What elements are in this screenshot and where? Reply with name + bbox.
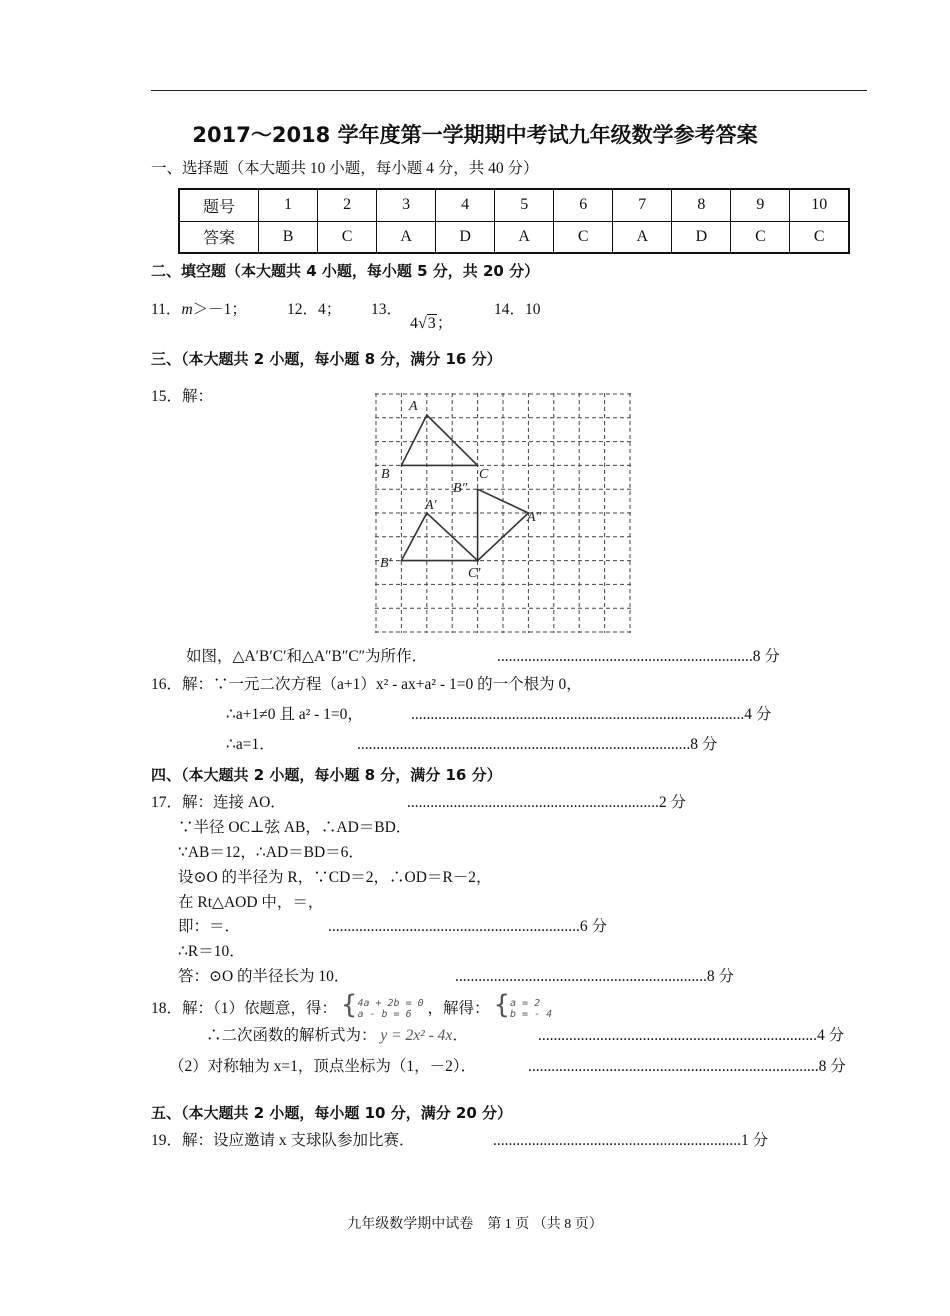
- q17-line5: 在 Rt△AOD 中，＝，: [178, 894, 324, 911]
- table-row-label: 答案: [179, 221, 259, 253]
- sqrt-icon: √: [418, 315, 427, 332]
- q13-end: ；: [436, 315, 453, 332]
- q11-rest: ＞－1；: [192, 301, 247, 318]
- table-cell: 2: [318, 189, 377, 221]
- table-cell: B: [259, 221, 318, 253]
- table-cell: 4: [436, 189, 495, 221]
- q19-line: 19．解：设应邀请 x 支球队参加比赛．: [151, 1132, 415, 1149]
- q13-answer: [410, 310, 453, 333]
- section5-heading: 五、（本大题共 2 小题，每小题 10 分，满分 20 分）: [151, 1104, 513, 1122]
- q15-score: ..................................................................8 分: [497, 648, 780, 665]
- table-cell: C: [318, 221, 377, 253]
- q16-line2: ∴a+1≠0 且 a² - 1=0，: [226, 706, 363, 723]
- q12-answer: 12．4；: [287, 301, 342, 318]
- label-c1: C′: [468, 566, 481, 581]
- q13-radicand: 3: [427, 315, 436, 332]
- label-c: C: [479, 467, 489, 482]
- q18-formula: y = 2x² - 4x: [380, 1027, 453, 1044]
- table-cell: 10: [790, 189, 849, 221]
- table-cell: D: [436, 221, 495, 253]
- left-brace-icon: {: [340, 990, 358, 1020]
- q17-line2: ∵半径 OC⊥弦 AB，∴AD＝BD．: [178, 819, 412, 836]
- q11-answer: [151, 297, 247, 319]
- q13-label: 13．: [371, 301, 403, 318]
- q17-line6: 即：＝．: [178, 918, 241, 935]
- q18-line2: [206, 1023, 468, 1045]
- q16-score3: ......................................................................................8 分: [357, 736, 718, 753]
- grid-lines: [375, 393, 631, 633]
- q18-sys2-b: b = - 4: [509, 1009, 553, 1021]
- table-cell: D: [672, 221, 731, 253]
- table-row: [179, 189, 849, 221]
- table-cell: C: [790, 221, 849, 253]
- q18-sys2-a: a = 2: [509, 998, 541, 1010]
- q18-mid: ，解得：: [427, 1000, 490, 1017]
- table-cell: 8: [672, 189, 731, 221]
- q17-score6: .................................................................6 分: [328, 918, 608, 935]
- triangle-abc: [401, 415, 477, 465]
- label-a2: A″: [527, 510, 542, 525]
- q15-grid-figure: [375, 393, 631, 633]
- page-footer: 九年级数学期中试卷 第 1 页 （共 8 页）: [347, 1217, 603, 1232]
- label-b: B: [381, 467, 390, 482]
- q18-system1: [357, 998, 423, 1020]
- q18-line3: （2）对称轴为 x=1，顶点坐标为（1，－2）．: [169, 1058, 477, 1075]
- table-cell: 5: [495, 189, 554, 221]
- q18-line1: [151, 990, 552, 1020]
- q19-score: ................................................................1 分: [493, 1132, 769, 1149]
- table-cell: 3: [377, 189, 436, 221]
- q18-line2-text: ∴二次函数的解析式为：: [206, 1027, 377, 1044]
- section2-heading: 二、填空题（本大题共 4 小题，每小题 5 分，共 20 分）: [151, 262, 540, 280]
- q13-coefficient: 4: [410, 315, 418, 332]
- q17-line8: 答：⊙O 的半径长为 10．: [178, 968, 350, 985]
- table-row: [179, 221, 849, 253]
- table-cell: 1: [259, 189, 318, 221]
- table-cell: A: [377, 221, 436, 253]
- q17-line3: ∵AB＝12，∴AD＝BD＝6．: [178, 844, 364, 861]
- header-rule: [151, 90, 867, 91]
- table-cell: C: [554, 221, 613, 253]
- q18-sys1-b: a - b = 6: [357, 1009, 412, 1021]
- label-b2: B″: [453, 481, 468, 496]
- q17-line4: 设⊙O 的半径为 R，∵CD＝2，∴OD＝R－2，: [178, 869, 492, 886]
- q15-conclusion: 如图，△A′B′C′和△A″B″C″为所作．: [186, 648, 428, 665]
- section1-heading: 一、选择题（本大题共 10 小题，每小题 4 分，共 40 分）: [151, 160, 539, 177]
- q18-system2: [510, 998, 552, 1020]
- q16-line1: 16．解：∵一元二次方程（a+1）x² - ax+a² - 1=0 的一个根为 0，: [151, 676, 582, 693]
- section3-heading: 三、（本大题共 2 小题，每小题 8 分，满分 16 分）: [151, 350, 502, 368]
- q18-score3: ...........................................................................8 分: [528, 1058, 846, 1075]
- q17-score8: .................................................................8 分: [455, 968, 735, 985]
- left-brace-icon: {: [493, 990, 510, 1020]
- section4-heading: 四、（本大题共 2 小题，每小题 8 分，满分 16 分）: [151, 766, 502, 784]
- answer-table: [178, 188, 850, 254]
- label-a: A: [409, 399, 418, 414]
- q18-line2-end: ．: [452, 1027, 468, 1044]
- q14-answer: 14．10: [494, 301, 541, 318]
- table-cell: A: [613, 221, 672, 253]
- q18-part1: 18．解：（1）依题意，得：: [151, 1000, 338, 1017]
- q17-score1: .................................................................2 分: [407, 794, 687, 811]
- q16-score2: ......................................................................................4 分: [411, 706, 772, 723]
- q17-line7: ∴R＝10．: [178, 943, 245, 960]
- table-cell: A: [495, 221, 554, 253]
- q11-number: 11．: [151, 301, 182, 318]
- page-title: 2017～2018 学年度第一学期期中考试九年级数学参考答案: [192, 123, 758, 147]
- q17-line1: 17．解：连接 AO．: [151, 794, 286, 811]
- q15-label: 15．解：: [151, 388, 214, 405]
- table-row-label: 题号: [179, 189, 259, 221]
- q11-variable: m: [181, 301, 193, 318]
- label-b1: B′: [380, 556, 392, 571]
- q18-sys1-a: 4a + 2b = 0: [357, 998, 424, 1010]
- q18-score2: ........................................................................4 分: [538, 1027, 845, 1044]
- table-cell: C: [731, 221, 790, 253]
- table-cell: 6: [554, 189, 613, 221]
- table-cell: 9: [731, 189, 790, 221]
- q16-line3: ∴a=1．: [226, 736, 275, 753]
- table-cell: 7: [613, 189, 672, 221]
- label-a1: A′: [425, 498, 437, 513]
